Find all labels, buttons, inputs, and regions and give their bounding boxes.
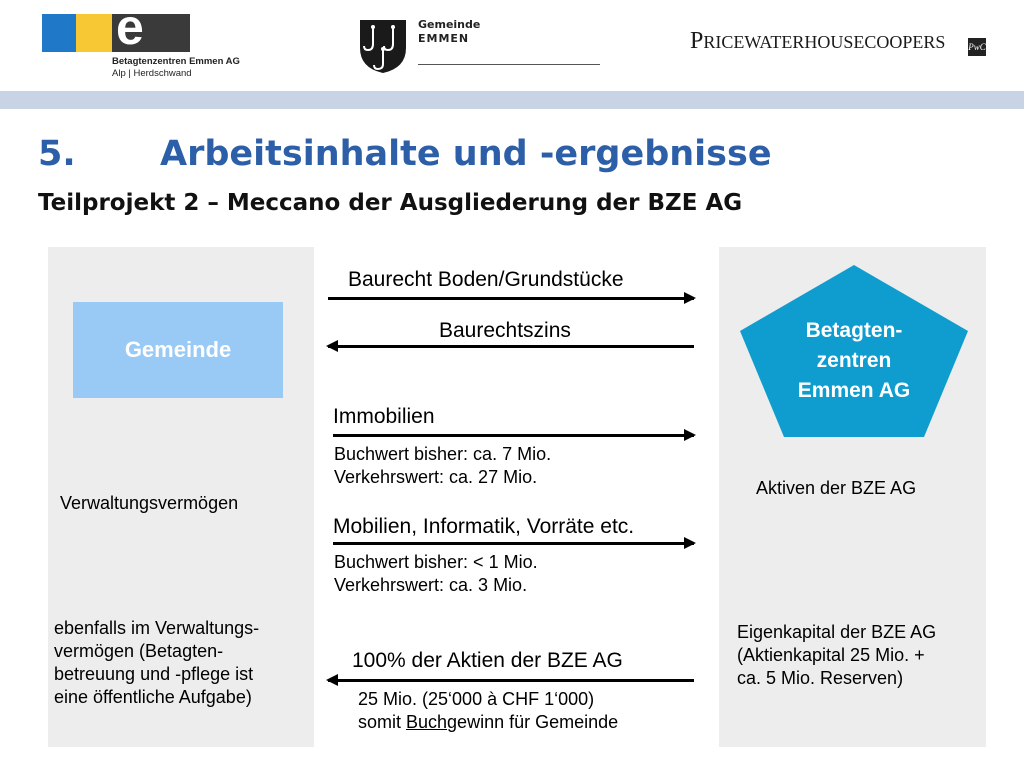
eigenkapital-block <box>737 621 936 690</box>
baurecht-arrow <box>328 297 694 300</box>
mobilien-label: Mobilien, Informatik, Vorräte etc. <box>333 515 635 538</box>
immobilien-label: Immobilien <box>333 405 435 428</box>
pwc-mark-icon: PwC <box>968 38 986 56</box>
page-subtitle: Teilprojekt 2 – Meccano der Ausgliederung der BZE AG <box>38 190 743 216</box>
immobilien-arrow <box>333 434 694 437</box>
pentagon-line2: zentren <box>816 349 892 372</box>
pwc-logo-initial: P <box>690 28 704 54</box>
emmen-crest-icon <box>358 18 408 74</box>
mobilien-details <box>334 551 538 597</box>
baurecht-label: Baurecht Boden/Grundstücke <box>348 268 624 291</box>
mobilien-verkehrswert: Verkehrswert: ca. 3 Mio. <box>334 575 528 595</box>
aktiven-label: Aktiven der BZE AG <box>756 478 917 498</box>
pentagon-line1: Betagten- <box>805 319 903 342</box>
verwaltungsvermoegen-label: Verwaltungsvermögen <box>60 493 239 513</box>
immobilien-buchwert: Buchwert bisher: ca. 7 Mio. <box>334 444 552 464</box>
aktien-details <box>358 688 618 734</box>
page-title: Arbeitsinhalte und -ergebnisse <box>160 134 772 174</box>
pwc-logo-text: RICEWATERHOUSECOOPERS <box>703 32 946 52</box>
eigenkapital-line1: Eigenkapital der BZE AG <box>737 622 937 642</box>
aktien-label: 100% der Aktien der BZE AG <box>352 649 623 672</box>
aktien-line2 <box>358 711 618 734</box>
eigenkapital-line3: ca. 5 Mio. Reserven) <box>737 668 904 688</box>
left-note-line3: betreuung und -pflege ist <box>54 664 254 684</box>
baurechtszins-arrow <box>328 345 694 348</box>
mobilien-arrow <box>333 542 694 545</box>
gemeinde-box: Gemeinde <box>73 302 283 398</box>
left-note-line2: vermögen (Betagten- <box>54 641 224 661</box>
left-note-line1: ebenfalls im Verwaltungs- <box>54 618 260 638</box>
eigenkapital-line2: (Aktienkapital 25 Mio. + <box>737 645 925 665</box>
gemeinde-logo-line2: EMMEN <box>418 32 470 45</box>
immobilien-verkehrswert: Verkehrswert: ca. 27 Mio. <box>334 467 538 487</box>
mobilien-buchwert: Buchwert bisher: < 1 Mio. <box>334 552 538 572</box>
aktien-line2-underlined: Buch <box>406 712 448 732</box>
gemeinde-logo-line1: Gemeinde <box>418 18 481 31</box>
left-note <box>54 617 259 709</box>
bze-name: Betagtenzentren Emmen AG <box>112 56 240 67</box>
left-note-line4: eine öffentliche Aufgabe) <box>54 687 252 707</box>
pwc-logo <box>690 28 945 55</box>
bze-subtitle: Alp | Herdschwand <box>112 68 192 79</box>
bze-logo <box>42 0 190 55</box>
aktien-line2-pre: somit <box>358 712 407 732</box>
section-number: 5. <box>38 134 76 174</box>
immobilien-details <box>334 443 551 489</box>
aktien-line1: 25 Mio. (25‘000 à CHF 1‘000) <box>358 689 595 709</box>
bze-logo-letter: e <box>116 0 144 55</box>
pentagon-line3: Emmen AG <box>797 379 911 402</box>
bze-pentagon-label <box>740 316 968 406</box>
header-rule <box>418 64 600 65</box>
aktien-line2-post: gewinn für Gemeinde <box>447 712 619 732</box>
baurechtszins-label: Baurechtszins <box>439 319 571 342</box>
aktien-arrow <box>328 679 694 682</box>
header-band <box>0 91 1024 109</box>
